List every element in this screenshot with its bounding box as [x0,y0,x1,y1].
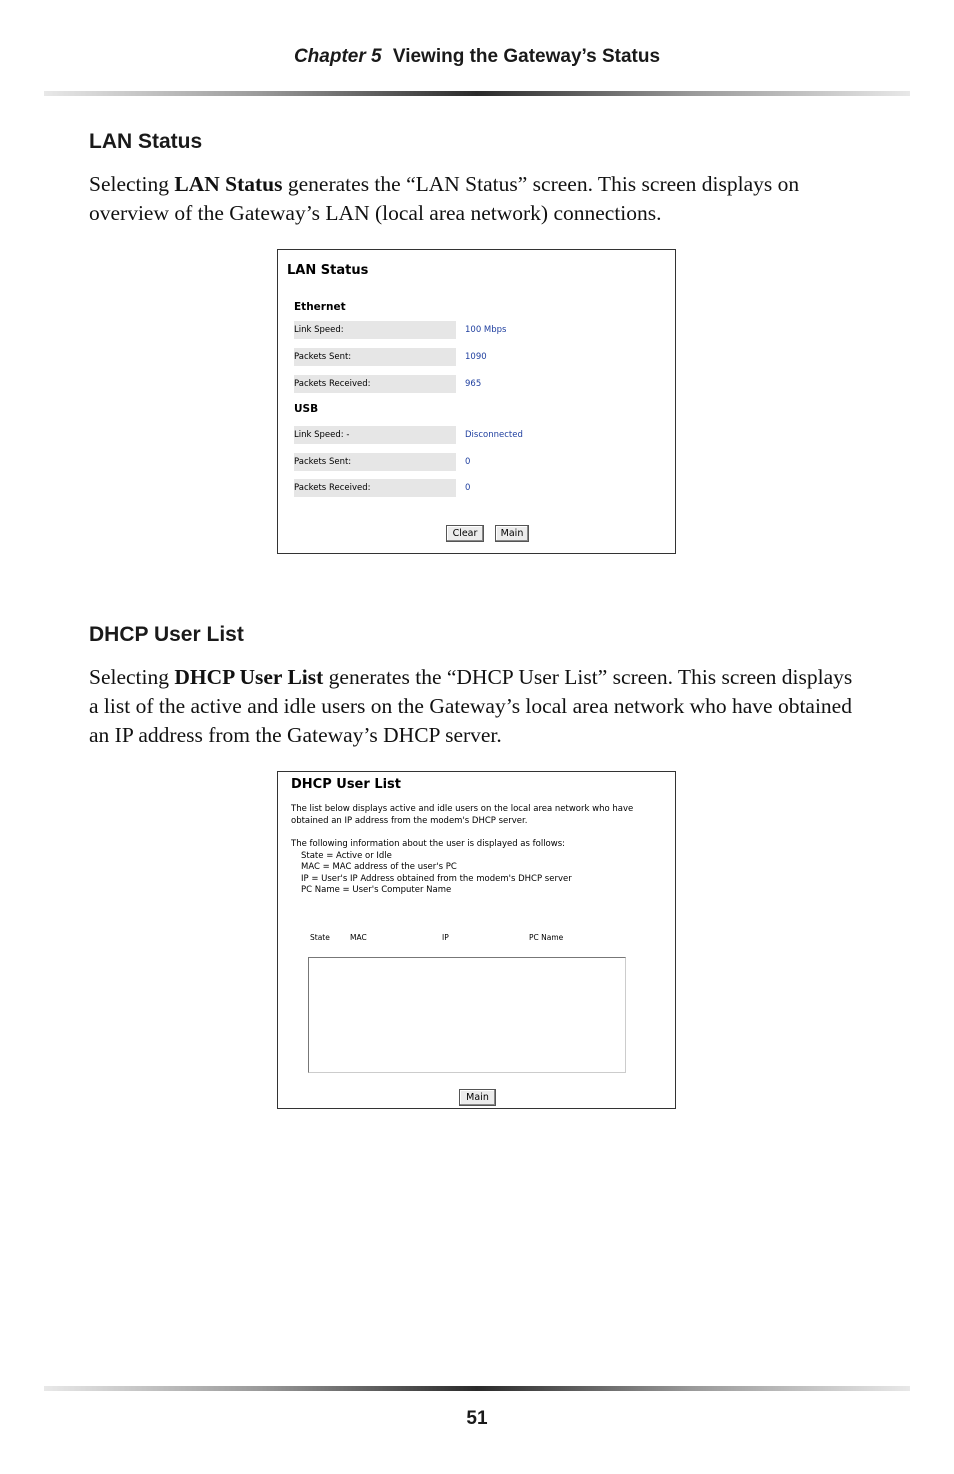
dhcp-user-list-paragraph [89,663,864,750]
lan-screen-title: LAN Status [287,263,369,278]
dhcp-info-line: MAC = MAC address of the user's PC [301,862,457,872]
chapter-header [0,46,954,68]
kv-label: Packets Sent: [294,348,456,366]
kv-label: Packets Sent: [294,453,456,471]
main-button[interactable]: Main [495,525,529,542]
kv-label: Link Speed: - [294,426,456,444]
kv-value: 1090 [465,352,487,362]
para-bold: DHCP User List [174,665,324,689]
column-header-state: State [310,933,330,942]
dhcp-info-heading: The following information about the user is displayed as follows: [291,839,566,849]
kv-value: Disconnected [465,430,523,440]
usb-link-speed-row [294,426,654,444]
usb-packets-received-row [294,479,654,497]
dhcp-info-line: IP = User's IP Address obtained from the modem's DHCP server [301,873,572,884]
dhcp-screen-title: DHCP User List [291,777,402,792]
column-header-pc-name: PC Name [529,933,564,942]
dhcp-user-listbox[interactable] [308,957,626,1073]
usb-heading: USB [294,403,319,415]
usb-packets-sent-row [294,453,654,471]
dhcp-info-block [291,839,666,897]
lan-status-screenshot [277,249,676,554]
dhcp-user-list-heading: DHCP User List [89,623,244,646]
ethernet-packets-sent-row [294,348,654,366]
kv-label: Packets Received: [294,375,456,393]
clear-button[interactable]: Clear [446,525,484,542]
kv-value: 100 Mbps [465,325,507,335]
dhcp-info-line: PC Name = User's Computer Name [301,885,452,895]
kv-value: 0 [465,457,471,467]
dhcp-user-list-screenshot [277,771,676,1109]
chapter-title: Viewing the Gateway’s Status [392,46,661,67]
para-text: Selecting [89,172,175,196]
kv-value: 0 [465,483,471,493]
lan-status-paragraph [89,170,864,228]
column-header-mac: MAC [350,933,367,942]
page-number: 51 [466,1408,488,1429]
para-text: Selecting [89,665,175,689]
para-text: generates the “LAN Status” screen. This screen displays on overview of the Gateway’s LAN (local area network) connections. [89,172,800,225]
main-button[interactable]: Main [459,1089,496,1106]
chapter-number: Chapter 5 [293,46,382,67]
footer-rule [44,1386,910,1391]
kv-value: 965 [465,379,482,389]
lan-status-heading: LAN Status [89,130,203,153]
ethernet-link-speed-row [294,321,654,339]
kv-label: Link Speed: [294,321,456,339]
column-header-ip: IP [442,933,449,942]
kv-label: Packets Received: [294,479,456,497]
ethernet-heading: Ethernet [294,301,346,313]
para-text: generates the “DHCP User List” screen. This screen displays a list of the active and idle users on the Gateway’s local area network who have obtained an IP address from the Gateway’s DHCP server. [89,665,853,747]
dhcp-info-line: State = Active or Idle [301,850,392,861]
dhcp-intro-text: The list below displays active and idle users on the local area network who have obtained an IP address from the modem's DHCP server. [291,804,634,826]
para-bold: LAN Status [174,172,283,196]
ethernet-packets-received-row [294,375,654,393]
header-rule [44,91,910,96]
